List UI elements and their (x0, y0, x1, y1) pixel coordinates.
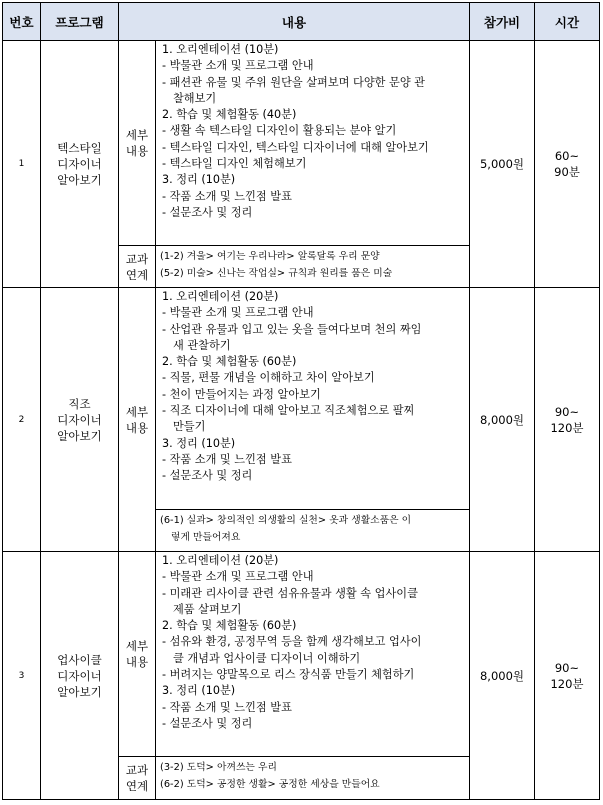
detail-line: - 직물, 편물 개념을 이해하고 차이 알아보기 (162, 371, 375, 385)
link-line: (5-2) 미술> 신나는 작업실> 규칙과 원리를 품은 미술 (160, 268, 393, 279)
detail-line: - 천이 만들어지는 과정 알아보기 (162, 387, 321, 401)
program-name: 업사이클 디자이너 알아보기 (41, 552, 119, 800)
detail-line: 1. 오리엔테이션 (10분) (162, 43, 279, 56)
detail-line: - 버려지는 양말목으로 리스 장식품 만들기 체험하기 (162, 668, 415, 682)
detail-line: - 설문조사 및 정리 (162, 469, 253, 483)
link-line: (3-2) 도덕> 아껴쓰는 우리 (160, 762, 277, 773)
link-label: 교과 연계 (119, 757, 156, 800)
row-number: 3 (3, 552, 41, 800)
fee: 5,000원 (470, 41, 535, 288)
detail-line: - 텍스타일 디자인 체험해보기 (162, 157, 307, 171)
detail-line: 1. 오리엔테이션 (20분) (162, 290, 279, 303)
program-name: 직조 디자이너 알아보기 (41, 288, 119, 552)
curriculum-link (156, 510, 470, 552)
table-row (3, 41, 600, 246)
detail-label: 세부 내용 (119, 552, 156, 757)
detail-line: 2. 학습 및 체험활동 (60분) (162, 355, 297, 369)
detail-line: 3. 정리 (10분) (162, 173, 236, 187)
detail-label: 세부 내용 (119, 288, 156, 552)
detail-line: - 작품 소개 및 느낀점 발표 (162, 189, 292, 203)
header-program: 프로그램 (41, 3, 119, 41)
detail-line: - 설문조사 및 정리 (162, 716, 253, 730)
detail-line: 찰해보기 (173, 91, 217, 105)
detail-line: - 텍스타일 디자인, 텍스타일 디자이너에 대해 알아보기 (162, 140, 429, 154)
program-table (2, 2, 600, 800)
duration: 90~ 120분 (535, 288, 600, 552)
link-line: (6-1) 실과> 창의적인 의생활의 실천> 옷과 생활소품은 이 (160, 515, 412, 526)
link-line: (6-2) 도덕> 공정한 생활> 공정한 세상을 만들어요 (160, 779, 380, 790)
detail-line: - 산업관 유물과 입고 있는 옷을 들여다보며 천의 짜임 (162, 322, 422, 336)
detail-line: 1. 오리엔테이션 (20분) (162, 554, 279, 567)
detail-line: 만들기 (173, 420, 206, 434)
detail-line: 2. 학습 및 체험활동 (60분) (162, 619, 297, 633)
detail-line: 3. 정리 (10분) (162, 436, 236, 450)
detail-line: - 박물관 소개 및 프로그램 안내 (162, 570, 314, 584)
detail-line: 2. 학습 및 체험활동 (40분) (162, 108, 297, 122)
program-name: 텍스타일 디자이너 알아보기 (41, 41, 119, 288)
detail-content (156, 288, 470, 510)
row-number: 1 (3, 41, 41, 288)
link-line: (1-2) 겨울> 여기는 우리나라> 알록달록 우리 문양 (160, 251, 380, 262)
header-time: 시간 (535, 3, 600, 41)
fee: 8,000원 (470, 552, 535, 800)
duration: 90~ 120분 (535, 552, 600, 800)
row-number: 2 (3, 288, 41, 552)
detail-line: 제품 살펴보기 (173, 602, 242, 616)
detail-line: - 설문조사 및 정리 (162, 205, 253, 219)
curriculum-link (156, 757, 470, 800)
header-num: 번호 (3, 3, 41, 41)
detail-content (156, 41, 470, 246)
curriculum-link (156, 246, 470, 288)
link-label: 교과 연계 (119, 246, 156, 288)
fee: 8,000원 (470, 288, 535, 552)
detail-label: 세부 내용 (119, 41, 156, 246)
detail-line: - 박물관 소개 및 프로그램 안내 (162, 59, 314, 73)
detail-line: - 패션관 유물 및 주위 원단을 살펴보며 다양한 문양 관 (162, 75, 425, 89)
detail-content (156, 552, 470, 757)
detail-line: 클 개념과 업사이클 디자이너 이해하기 (173, 651, 361, 665)
detail-line: - 미래관 리사이클 관련 섬유유물과 생활 속 업사이클 (162, 586, 418, 600)
detail-line: - 작품 소개 및 느낀점 발표 (162, 452, 292, 466)
link-line: 렇게 만들어져요 (171, 532, 241, 543)
table-row (3, 552, 600, 757)
detail-line: 3. 정리 (10분) (162, 684, 236, 698)
detail-line: - 생활 속 텍스타일 디자인이 활용되는 분야 알기 (162, 124, 397, 138)
header-content: 내용 (119, 3, 470, 41)
table-row (3, 288, 600, 510)
header-row (3, 3, 600, 41)
duration: 60~ 90분 (535, 41, 600, 288)
detail-line: - 박물관 소개 및 프로그램 안내 (162, 306, 314, 320)
detail-line: - 직조 디자이너에 대해 알아보고 직조체험으로 팔찌 (162, 404, 415, 418)
header-fee: 참가비 (470, 3, 535, 41)
detail-line: - 작품 소개 및 느낀점 발표 (162, 700, 292, 714)
detail-line: 새 관찰하기 (173, 338, 231, 352)
detail-line: - 섬유와 환경, 공정무역 등을 함께 생각해보고 업사이 (162, 635, 422, 649)
